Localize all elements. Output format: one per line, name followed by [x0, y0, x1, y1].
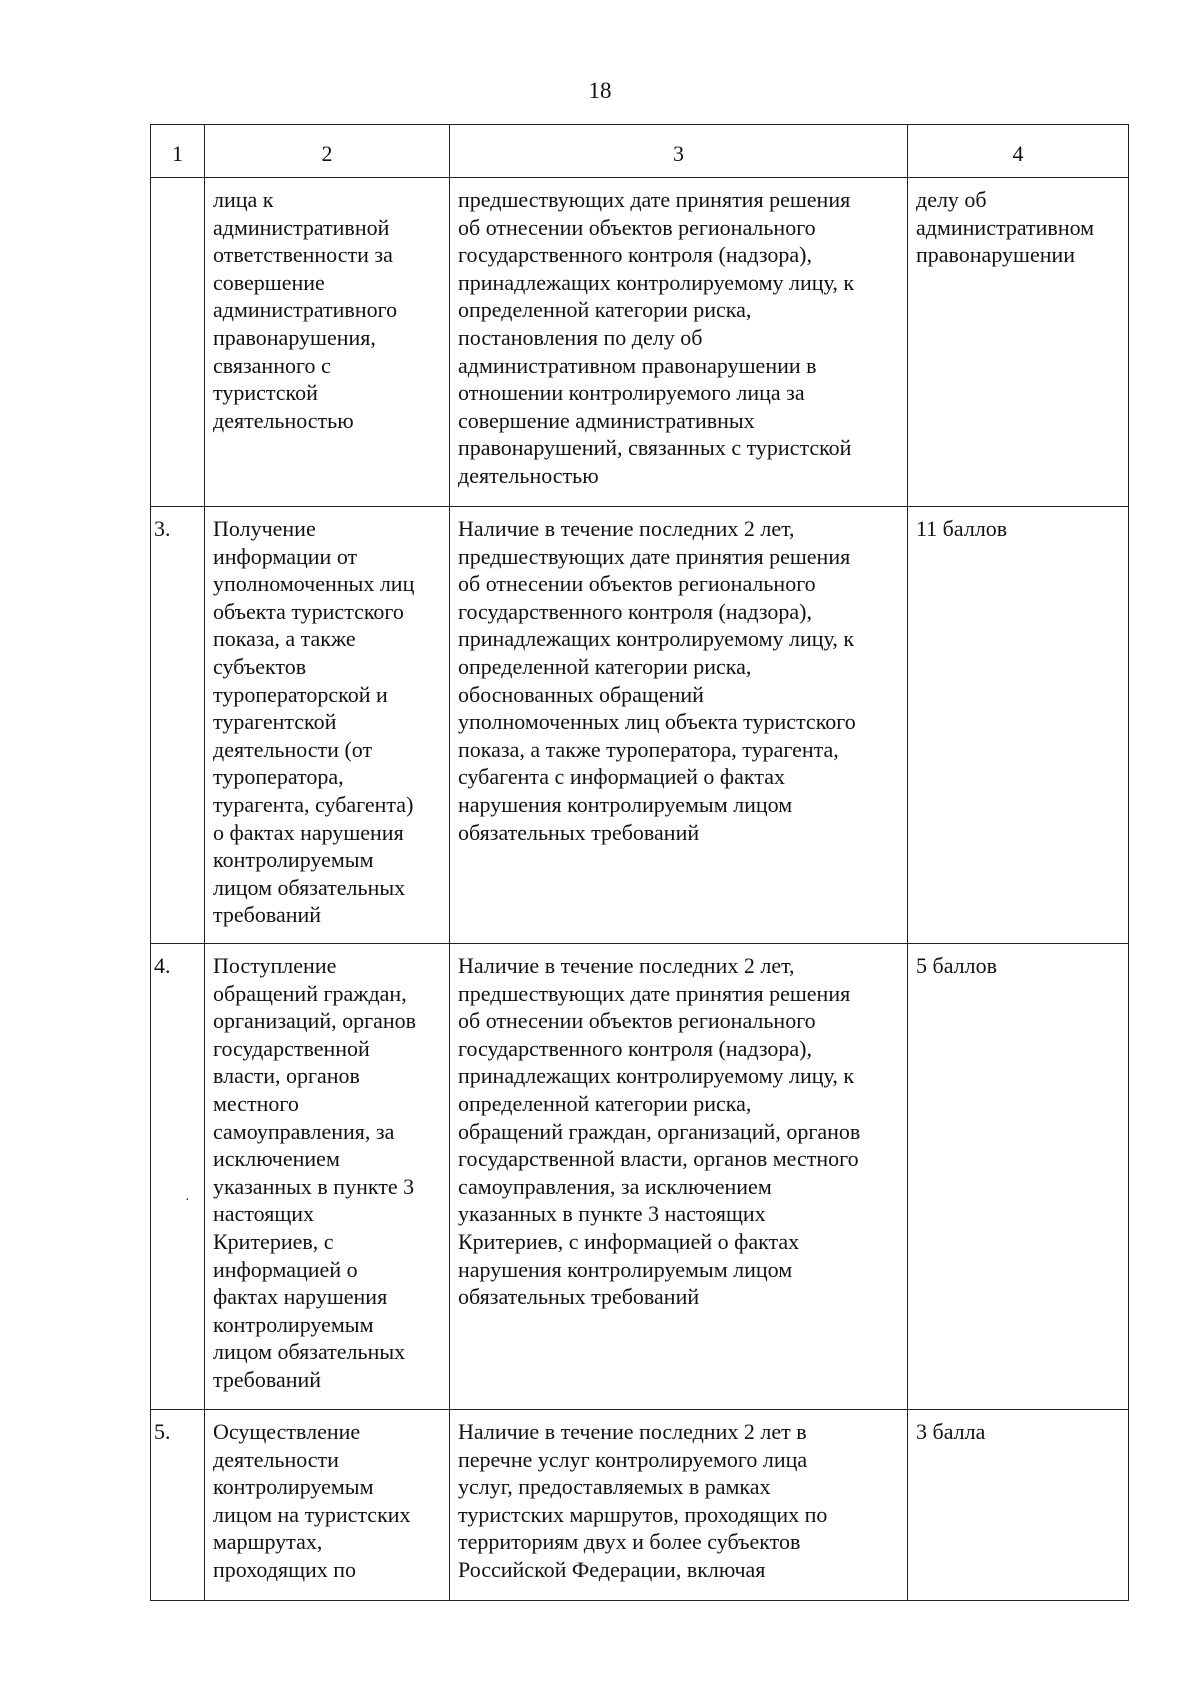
indicator-cell — [450, 1410, 908, 1601]
column-header: 1 — [151, 125, 205, 178]
page-number: 18 — [588, 78, 612, 103]
score-text: 5 баллов — [916, 953, 997, 978]
criterion-text: лица к административной ответственности за совершение административного правонарушения, связанного с туристской деятельностью — [213, 187, 398, 433]
row-number: 4. — [154, 953, 171, 978]
criterion-text: Поступление обращений граждан, организаций, органов государственной власти, органов местного самоуправления, за исключением указанных в пункте 3 настоящих Критериев, с информацией о фактах нарушения контролируемым лицом обязательных требований — [213, 953, 417, 1392]
row-number-cell — [151, 178, 205, 507]
row-number-cell — [151, 1410, 205, 1601]
row-number-cell — [151, 507, 205, 944]
score-cell — [908, 178, 1129, 507]
table-row — [151, 1410, 1129, 1601]
table-header-row — [151, 125, 1129, 178]
indicator-text: Наличие в течение последних 2 лет в перечне услуг контролируемого лица услуг, предоставляемых в рамках туристских маршрутов, проходящих по территориям двух и более субъектов Российской Федерации, включая — [458, 1419, 828, 1582]
indicator-text: Наличие в течение последних 2 лет, предшествующих дате принятия решения об отнесении объектов регионального государственного контроля (надзора), принадлежащих контролируемому лицу, к определенной категории риска, обращений граждан, организаций, органов государственной власти, органов местного самоуправления, за исключением указанных в пункте 3 настоящих Критериев, с информацией о фактах нарушения контролируемым лицом обязательных требований — [458, 953, 861, 1310]
indicator-cell — [450, 944, 908, 1410]
row-number: 5. — [154, 1419, 171, 1444]
row-number: 3. — [154, 516, 171, 541]
criterion-text: Получение информации от уполномоченных лиц объекта туристского показа, а также субъектов туроператорской и турагентской деятельности (от туроператора, турагента, субагента) о фактах нарушения контролируемым лицом обязательных требований — [213, 516, 415, 928]
table-row — [151, 178, 1129, 507]
score-cell — [908, 507, 1129, 944]
criterion-cell — [205, 507, 450, 944]
indicator-text: Наличие в течение последних 2 лет, предшествующих дате принятия решения об отнесении объектов регионального государственного контроля (надзора), принадлежащих контролируемому лицу, к определенной категории риска, обоснованных обращений уполномоченных лиц объекта туристского показа, а также туроператора, турагента, субагента с информацией о фактах нарушения контролируемым лицом обязательных требований — [458, 516, 856, 845]
indicator-cell — [450, 507, 908, 944]
criterion-cell — [205, 178, 450, 507]
criterion-text: Осуществление деятельности контролируемым лицом на туристских маршрутах, проходящих по — [213, 1419, 411, 1582]
table-row — [151, 507, 1129, 944]
criterion-cell — [205, 944, 450, 1410]
score-text: делу об административном правонарушении — [916, 187, 1095, 268]
score-cell — [908, 944, 1129, 1410]
column-header: 3 — [450, 125, 908, 178]
row-number — [151, 178, 204, 194]
criterion-cell — [205, 1410, 450, 1601]
score-text: 11 баллов — [916, 516, 1008, 541]
table-row — [151, 944, 1129, 1410]
scan-speck: · — [185, 1193, 190, 1208]
indicator-text: предшествующих дате принятия решения об отнесении объектов регионального государственного контроля (надзора), принадлежащих контролируемому лицу, к определенной категории риска, постановления по делу об административном правонарушении в отношении контролируемого лица за совершение административных правонарушений, связанных с туристской деятельностью — [458, 187, 855, 488]
risk-criteria-table — [150, 124, 1129, 1601]
score-cell — [908, 1410, 1129, 1601]
indicator-cell — [450, 178, 908, 507]
column-header: 2 — [205, 125, 450, 178]
column-header: 4 — [908, 125, 1129, 178]
score-text: 3 балла — [916, 1419, 986, 1444]
row-number-cell — [151, 944, 205, 1410]
